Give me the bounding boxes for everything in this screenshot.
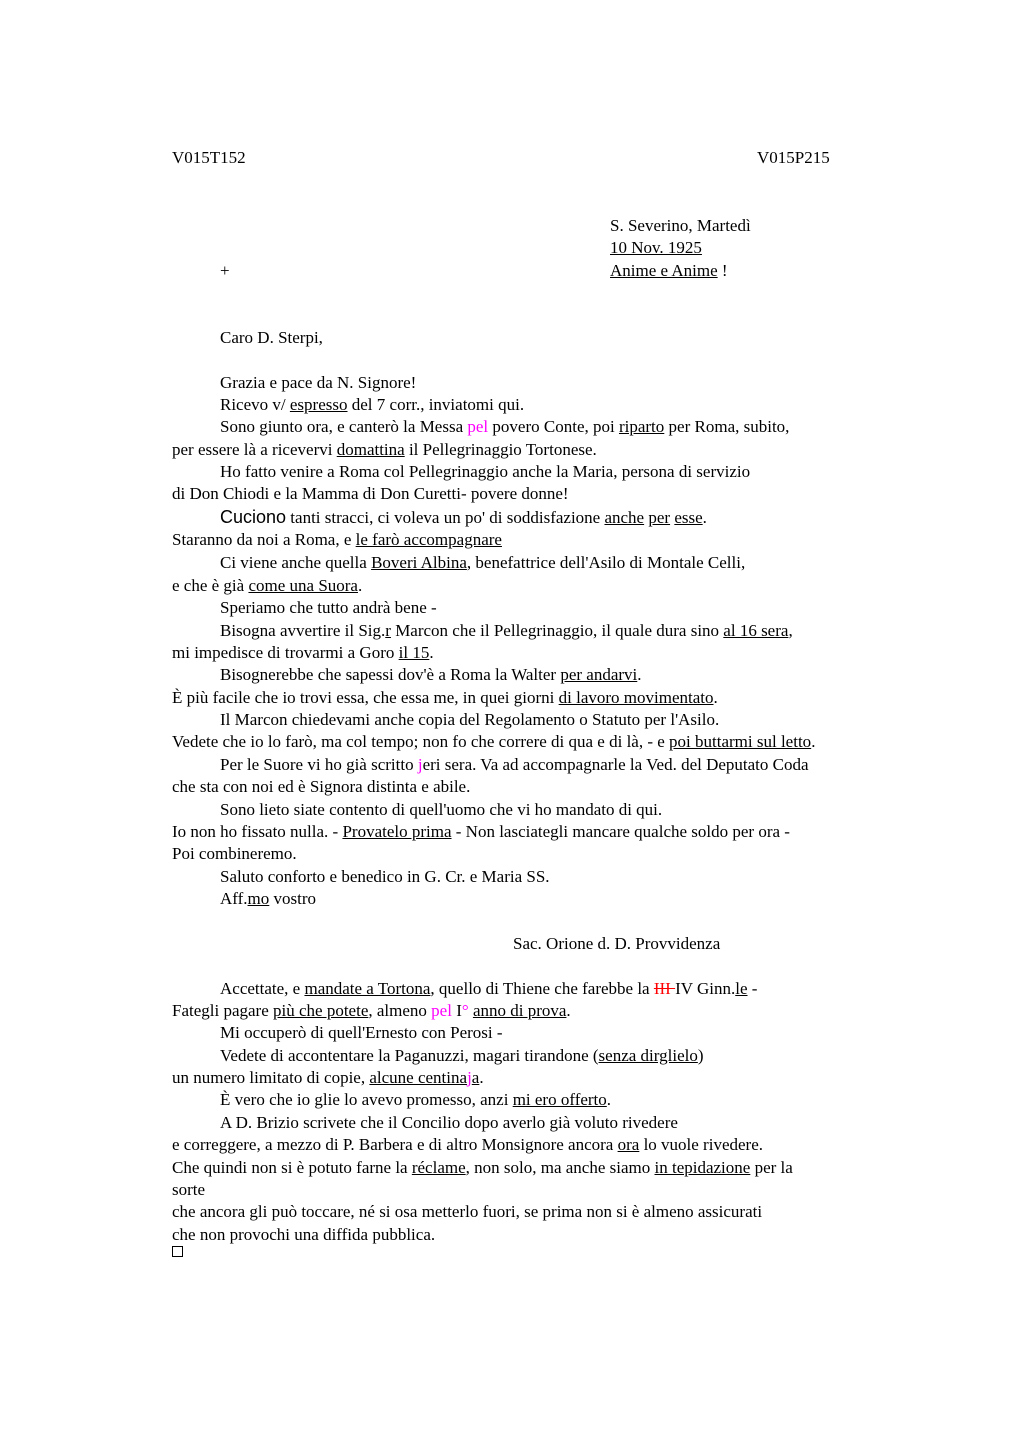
underlined-text: mo	[247, 889, 270, 908]
underlined-text: ora	[617, 1135, 640, 1154]
header-right-code: V015P215	[757, 148, 830, 167]
text-segment: .	[811, 732, 816, 751]
text-segment: povero Conte, poi	[488, 417, 619, 436]
underlined-text: per	[648, 508, 671, 527]
body-line	[220, 507, 707, 528]
text-segment: Io non ho fissato nulla. -	[172, 822, 343, 841]
text-segment: Per le Suore vi ho già scritto	[220, 755, 418, 774]
salutation: Caro D. Sterpi,	[220, 328, 323, 347]
text-segment: .	[479, 1068, 484, 1087]
text-segment: per la	[750, 1158, 793, 1177]
body-line	[172, 822, 790, 842]
text-segment: Vedete che io lo farò, ma col tempo; non fo che correre di qua e di là, - e	[172, 732, 670, 751]
underlined-text: di lavoro movimentato	[558, 688, 714, 707]
body-line: Speriamo che tutto andrà bene -	[220, 598, 437, 617]
text-segment: un numero limitato di copie,	[172, 1068, 370, 1087]
text-segment: - Non lasciategli mancare qualche soldo per ora -	[451, 822, 790, 841]
text-segment: tanti stracci, ci voleva un po' di soddisfazione	[286, 508, 605, 527]
place-line: S. Severino, Martedì	[610, 216, 751, 235]
postscript-line: che non provochi una diffida pubblica.	[172, 1225, 436, 1244]
postscript-line	[220, 1046, 704, 1066]
highlighted-text: °	[461, 1001, 469, 1020]
body-line	[220, 395, 524, 415]
text-segment: Ricevo v/	[220, 395, 290, 414]
text-segment: .	[429, 643, 434, 662]
body-line: Sono lieto siate contento di quell'uomo che vi ho mandato di qui.	[220, 800, 663, 819]
body-line	[220, 621, 793, 641]
text-segment: per Roma, subito,	[664, 417, 790, 436]
text-segment: I	[451, 1001, 462, 1020]
body-line	[172, 688, 718, 708]
text-segment: Bisogna avvertire il Sig.	[220, 621, 386, 640]
text-segment: Fategli pagare	[172, 1001, 274, 1020]
text-segment: eri sera. Va ad accompagnarle la Ved. del Deputato Coda	[422, 755, 809, 774]
postscript-line	[172, 1068, 484, 1088]
underlined-text: Boveri Albina	[371, 553, 467, 572]
body-line	[172, 530, 502, 550]
text-segment: il Pellegrinaggio Tortonese.	[404, 440, 597, 459]
underlined-text: per andarvi	[560, 665, 638, 684]
body-line: Il Marcon chiedevami anche copia del Regolamento o Statuto per l'Asilo.	[220, 710, 720, 729]
underlined-text: domattina	[336, 440, 405, 459]
text-segment: vostro	[269, 889, 317, 908]
text-segment: Marcon che il Pellegrinaggio, il quale dura sino	[390, 621, 724, 640]
text-segment: .	[357, 576, 363, 595]
text-segment: Aff.	[220, 889, 248, 908]
text-segment: e correggere, a mezzo di P. Barbera e di altro Monsignore ancora	[172, 1135, 618, 1154]
text-segment: per essere là a ricevervi	[172, 440, 337, 459]
body-line	[172, 732, 815, 752]
highlighted-text: pel	[467, 417, 489, 436]
underlined-text: réclame	[411, 1158, 466, 1177]
postscript-line: che ancora gli può toccare, né si osa metterlo fuori, se prima non si è almeno assicurati	[172, 1202, 763, 1221]
underlined-text: poi buttarmi sul letto	[669, 732, 812, 751]
underlined-text: le farò accompagnare	[355, 530, 502, 549]
body-line: Poi combineremo.	[172, 844, 297, 863]
underlined-text: r	[385, 621, 391, 640]
text-segment: lo vuole rivedere.	[639, 1135, 763, 1154]
header-left-code: V015T152	[172, 148, 246, 167]
text-segment: Cuciono	[220, 507, 287, 527]
text-segment: e che è già	[172, 576, 249, 595]
body-line: di Don Chiodi e la Mamma di Don Curetti- povere donne!	[172, 484, 569, 503]
end-of-document-square-icon	[172, 1246, 183, 1257]
text-segment: mi impedisce di trovarmi a Goro	[172, 643, 399, 662]
text-segment: Sono giunto ora, e canterò la Messa	[220, 417, 468, 436]
text-segment: Ci viene anche quella	[220, 553, 372, 572]
text-segment: Staranno da noi a Roma, e	[172, 530, 356, 549]
text-segment: .	[606, 1090, 612, 1109]
text-segment: , almeno	[368, 1001, 432, 1020]
postscript-line	[220, 979, 757, 999]
postscript-line: sorte	[172, 1180, 206, 1199]
body-line: Grazia e pace da N. Signore!	[220, 373, 417, 392]
underlined-text: riparto	[618, 417, 665, 436]
text-segment: Bisognerebbe che sapessi dov'è a Roma la Walter	[220, 665, 561, 684]
signature: Sac. Orione d. D. Provvidenza	[513, 934, 721, 953]
underlined-text: in tepidazione	[654, 1158, 751, 1177]
text-segment: IV Ginn.	[675, 979, 736, 998]
text-segment: , quello di Thiene che farebbe la	[430, 979, 654, 998]
highlighted-text: j	[417, 755, 423, 774]
deleted-text: III	[653, 979, 676, 998]
body-line	[172, 440, 597, 460]
underlined-text: anche	[604, 508, 645, 527]
text-segment: .	[566, 1001, 571, 1020]
text-segment: ,	[788, 621, 793, 640]
body-line: Ho fatto venire a Roma col Pellegrinaggio anche la Maria, persona di servizio	[220, 462, 751, 481]
text-segment: .	[713, 688, 718, 707]
body-line	[220, 665, 642, 685]
text-segment: È più facile che io trovi essa, che essa me, in quei giorni	[172, 688, 559, 707]
postscript-line	[172, 1001, 571, 1021]
text-segment: .	[637, 665, 642, 684]
text-segment: È vero che io glie lo avevo promesso, anzi	[220, 1090, 513, 1109]
text-segment: .	[702, 508, 707, 527]
underlined-text: a	[471, 1068, 480, 1087]
date-line: 10 Nov. 1925	[610, 238, 702, 257]
highlighted-text: j	[467, 1068, 472, 1087]
text-segment: Accettate, e	[220, 979, 305, 998]
postscript-line	[220, 1090, 611, 1110]
text-segment: )	[697, 1046, 704, 1065]
underlined-text: come una Suora	[248, 576, 358, 595]
cross-mark: +	[220, 261, 230, 280]
body-line	[172, 576, 362, 596]
underlined-text: alcune centina	[369, 1068, 468, 1087]
body-line	[172, 643, 434, 663]
underlined-text: anno di prova	[472, 1001, 567, 1020]
motto-end: !	[717, 261, 728, 280]
postscript-line	[172, 1135, 763, 1155]
underlined-text: Provatelo prima	[342, 822, 452, 841]
text-segment: , non solo, ma anche siamo	[465, 1158, 655, 1177]
body-line	[220, 755, 809, 775]
body-line: Saluto conforto e benedico in G. Cr. e Maria SS.	[220, 867, 550, 886]
body-line: che sta con noi ed è Signora distinta e abile.	[172, 777, 471, 796]
body-line	[220, 417, 789, 437]
highlighted-text: pel	[431, 1001, 452, 1020]
underlined-text: mandate a Tortona	[304, 979, 431, 998]
body-line	[220, 553, 745, 573]
text-segment: del 7 corr., inviatomi qui.	[347, 395, 525, 414]
body-line	[220, 889, 316, 909]
underlined-text: esse	[674, 508, 703, 527]
underlined-text: il 15	[398, 643, 430, 662]
motto-text: Anime e Anime	[610, 261, 718, 280]
underlined-text: le	[735, 979, 748, 998]
postscript-line: A D. Brizio scrivete che il Concilio dopo averlo già voluto rivedere	[220, 1113, 678, 1132]
text-segment: Vedete di accontentare la Paganuzzi, magari tirandone (	[220, 1046, 599, 1065]
text-segment: , benefattrice dell'Asilo di Montale Celli,	[466, 553, 746, 572]
text-segment: -	[747, 979, 758, 998]
underlined-text: al 16 sera	[723, 621, 789, 640]
underlined-text: mi ero offerto	[512, 1090, 607, 1109]
text-segment: Che quindi non si è potuto farne la	[172, 1158, 412, 1177]
underlined-text: più che potete	[273, 1001, 369, 1020]
postscript-line: Mi occuperò di quell'Ernesto con Perosi -	[220, 1023, 503, 1042]
motto-line	[610, 261, 728, 281]
underlined-text: espresso	[289, 395, 348, 414]
postscript-line	[172, 1158, 793, 1178]
underlined-text: senza dirglielo	[598, 1046, 698, 1065]
